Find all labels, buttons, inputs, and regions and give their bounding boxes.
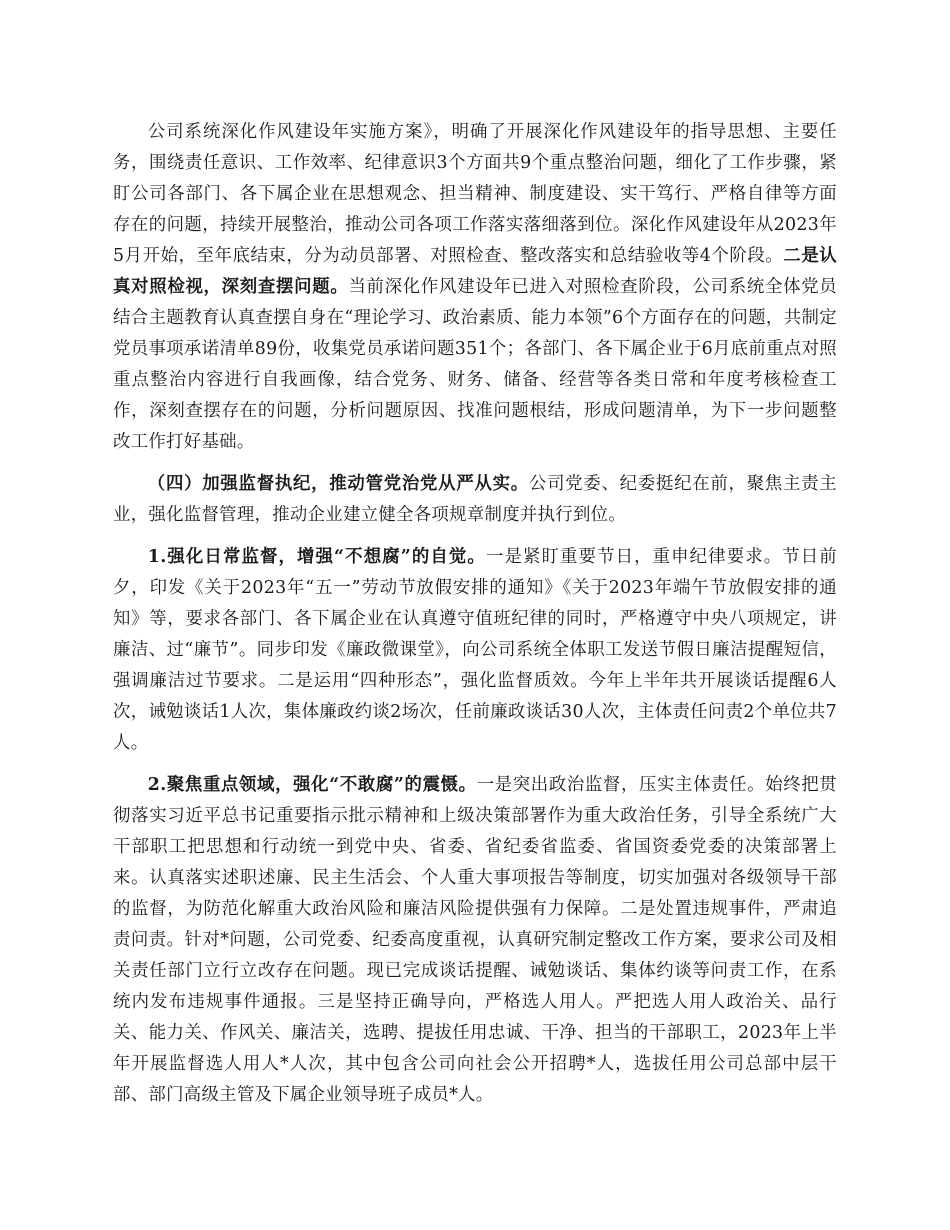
paragraph-text: 一是紧盯重要节日，重申纪律要求。节日前夕，印发《关于2023年“五一”劳动节放假安排的通知》《关于2023年端午节放假安排的通知》等，要求各部门、各下属企业在认真遵守值班纪律的同时，严格遵守中央八项规定，讲廉洁、过“廉节”。同步印发《廉政微课堂》，向公司系统全体职工发送节假日廉洁提醒短信，强调廉洁过节要求。二是运用“四种形态”，强化监督质效。今年上半年共开展谈话提醒6人次，诫勉谈话1人次，集体廉政约谈2场次，任前廉政谈话30人次，主体责任问责2个单位共7人。 [113,547,837,753]
document-page [113,117,837,1111]
subsection-heading: 2.聚焦重点领域，强化“不敢腐”的震慑。 [147,775,477,795]
section-heading: （四）加强监督执纪，推动管党治党从严从实。 [147,474,529,494]
bold-heading: 二是认真对照检视，深刻查摆问题。 [113,246,837,297]
paragraph-section-four [113,469,837,531]
paragraph-text: 当前深化作风建设年已进入对照检查阶段，公司系统全体党员结合主题教育认真查摆自身在“理论学习、政治素质、能力本领”6个方面存在的问题，共制定党员事项承诺清单89份，收集党员承诺问题351个；各部门、各下属企业于6月底前重点对照重点整治内容进行自我画像，结合党务、财务、储备、经营等各类日常和年度考核检查工作，深刻查摆存在的问题，分析问题原因、找准问题根结，形成问题清单，为下一步问题整改工作打好基础。 [113,277,837,452]
paragraph-text: 公司系统深化作风建设年实施方案》，明确了开展深化作风建设年的指导思想、主要任务，围绕责任意识、工作效率、纪律意识3个方面共9个重点整治问题，细化了工作步骤，紧盯公司各部门、各下属企业在思想观念、担当精神、制度建设、实干笃行、严格自律等方面存在的问题，持续开展整治，推动公司各项工作落实落细落到位。深化作风建设年从2023年5月开始，至年底结束，分为动员部署、对照检查、整改落实和总结验收等4个阶段。 [113,122,837,266]
subsection-heading: 1.强化日常监督，增强“不想腐”的自觉。 [147,547,486,567]
paragraph-key-areas [113,770,837,1111]
paragraph-daily-supervision [113,542,837,759]
paragraph-style-building [113,117,837,458]
paragraph-text: 一是突出政治监督，压实主体责任。始终把贯彻落实习近平总书记重要指示批示精神和上级决策部署作为重大政治任务，引导全系统广大干部职工把思想和行动统一到党中央、省委、省纪委省监委、省国资委党委的决策部署上来。认真落实述职述廉、民主生活会、个人重大事项报告等制度，切实加强对各级领导干部的监督，为防范化解重大政治风险和廉洁风险提供强有力保障。二是处置违规事件，严肃追责问责。针对*问题，公司党委、纪委高度重视，认真研究制定整改工作方案，要求公司及相关责任部门立行立改存在问题。现已完成谈话提醒、诫勉谈话、集体约谈等问责工作，在系统内发布违规事件通报。三是坚持正确导向，严格选人用人。严把选人用人政治关、品行关、能力关、作风关、廉洁关，选聘、提拔任用忠诚、干净、担当的干部职工，2023年上半年开展监督选人用人*人次，其中包含公司向社会公开招聘*人，选拔任用公司总部中层干部、部门高级主管及下属企业领导班子成员*人。 [113,775,837,1105]
paragraph-text: 公司党委、纪委挺纪在前，聚焦主责主业，强化监督管理，推动企业建立健全各项规章制度并执行到位。 [113,474,837,525]
